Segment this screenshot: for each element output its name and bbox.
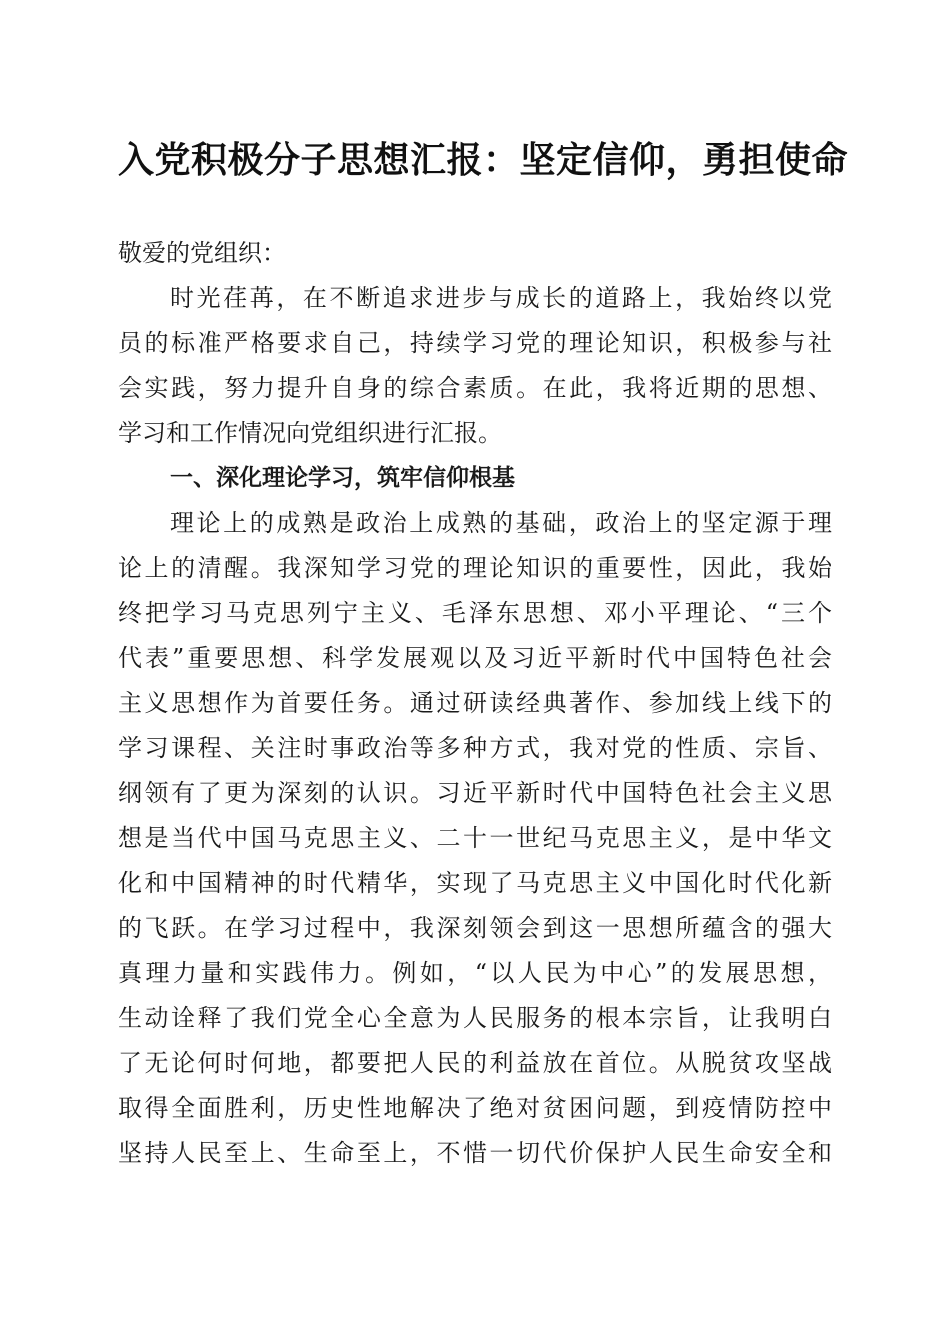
- paragraph-line: 生动诠释了我们党全心全意为人民服务的根本宗旨，让我明白: [118, 1004, 832, 1032]
- salutation: 敬爱的党组织：: [118, 239, 286, 267]
- document-title: 入党积极分子思想汇报：坚定信仰，勇担使命: [118, 139, 849, 181]
- paragraph-line: 论上的清醒。我深知学习党的理论知识的重要性，因此，我始: [118, 554, 832, 582]
- paragraph-line: 坚持人民至上、生命至上，不惜一切代价保护人民生命安全和: [118, 1139, 832, 1167]
- paragraph-line: 取得全面胜利，历史性地解决了绝对贫困问题，到疫情防控中: [118, 1094, 832, 1122]
- paragraph-line: 的飞跃。在学习过程中，我深刻领会到这一思想所蕴含的强大: [118, 914, 832, 942]
- paragraph-line: 学习课程、关注时事政治等多种方式，我对党的性质、宗旨、: [118, 734, 832, 762]
- paragraph-line: 终把学习马克思列宁主义、毛泽东思想、邓小平理论、“三个: [118, 599, 832, 627]
- paragraph-line: 理论上的成熟是政治上成熟的基础，政治上的坚定源于理: [170, 509, 832, 537]
- paragraph-line: 化和中国精神的时代精华，实现了马克思主义中国化时代化新: [118, 869, 832, 897]
- paragraph-line: 学习和工作情况向党组织进行汇报。: [118, 419, 502, 447]
- paragraph-line: 真理力量和实践伟力。例如，“以人民为中心”的发展思想，: [118, 959, 832, 987]
- paragraph-line: 会实践，努力提升自身的综合素质。在此，我将近期的思想、: [118, 374, 832, 402]
- document-body: [118, 231, 832, 1176]
- paragraph-line: 员的标准严格要求自己，持续学习党的理论知识，积极参与社: [118, 329, 832, 357]
- paragraph-line: 了无论何时何地，都要把人民的利益放在首位。从脱贫攻坚战: [118, 1049, 832, 1077]
- paragraph-line: 时光荏苒，在不断追求进步与成长的道路上，我始终以党: [170, 284, 832, 312]
- paragraph-line: 主义思想作为首要任务。通过研读经典著作、参加线上线下的: [118, 689, 832, 717]
- section-heading: 一、深化理论学习，筑牢信仰根基: [170, 465, 515, 491]
- paragraph-line: 想是当代中国马克思主义、二十一世纪马克思主义，是中华文: [118, 824, 832, 852]
- paragraph-line: 纲领有了更为深刻的认识。习近平新时代中国特色社会主义思: [118, 779, 832, 807]
- paragraph-line: 代表”重要思想、科学发展观以及习近平新时代中国特色社会: [118, 644, 832, 672]
